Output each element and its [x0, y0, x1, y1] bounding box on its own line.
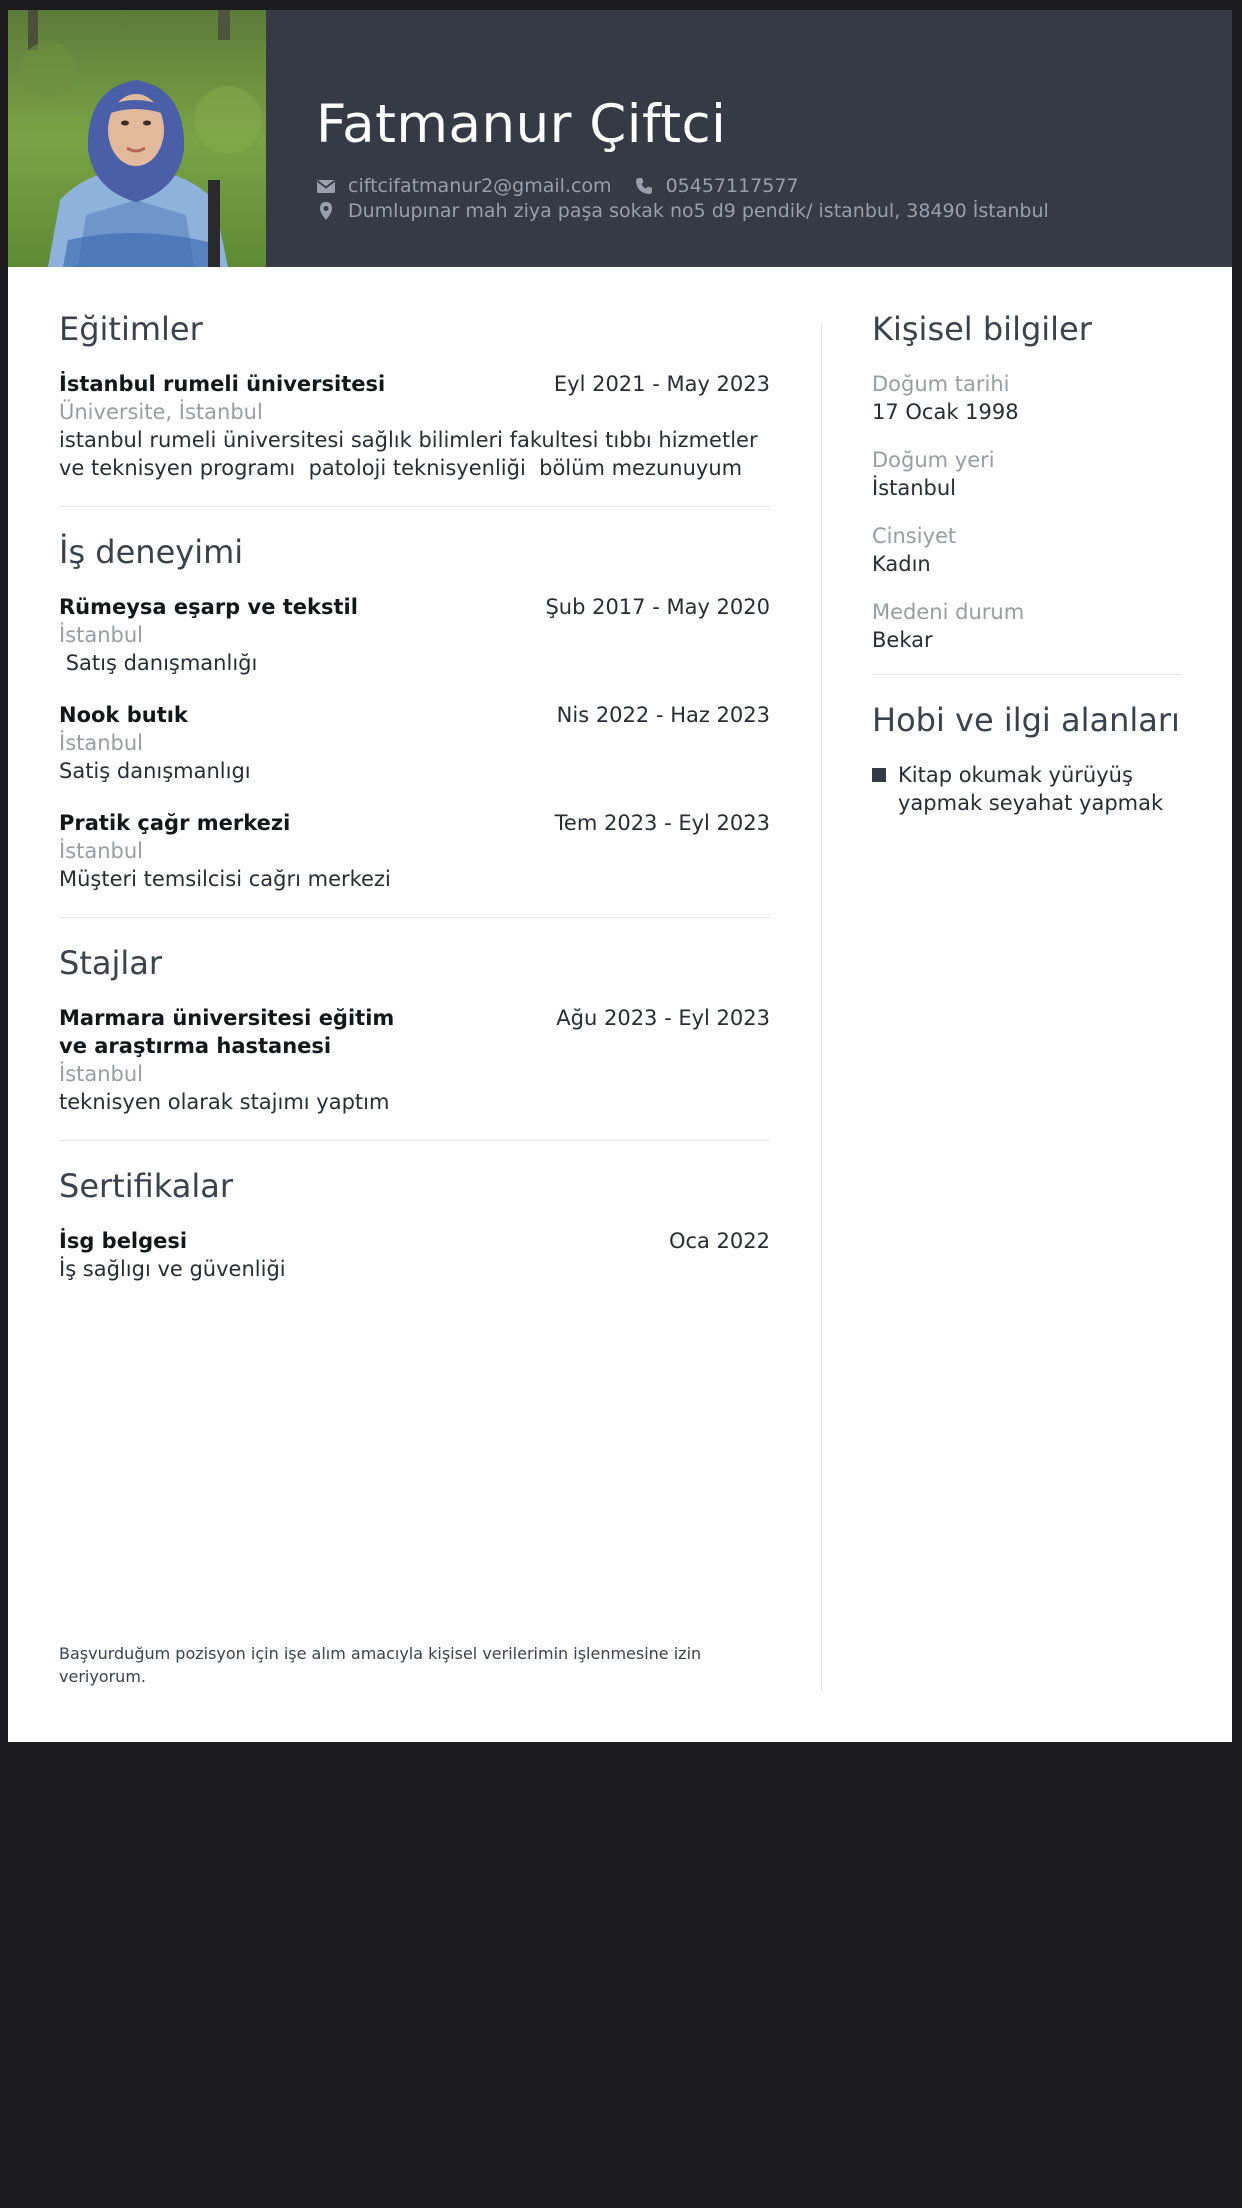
- entry-title: Marmara üniversitesi eğitim ve araştırma hastanesi: [59, 1006, 395, 1058]
- square-bullet-icon: [872, 768, 886, 782]
- section-title-experience: İş deneyimi: [59, 533, 244, 571]
- contact-phone[interactable]: 05457117577: [665, 175, 799, 197]
- entry-location: İstanbul: [59, 731, 144, 755]
- hobby-item: [872, 761, 1182, 817]
- entry-title: İstanbul rumeli üniversitesi: [59, 372, 386, 396]
- experience-entry: [59, 701, 770, 785]
- entry-location: İstanbul: [59, 839, 144, 863]
- envelope-icon: [316, 176, 336, 196]
- entry-description: Satiş danışmanlıgı: [59, 759, 251, 783]
- personal-label: Cinsiyet: [872, 524, 957, 548]
- certificates-section: [59, 1167, 770, 1283]
- entry-location: Üniversite, İstanbul: [59, 400, 263, 424]
- entry-location: İstanbul: [59, 1062, 144, 1086]
- candidate-name: Fatmanur Çiftci: [316, 94, 727, 155]
- contact-row-1: [316, 175, 799, 197]
- personal-label: Doğum tarihi: [872, 372, 1010, 396]
- entry-title: Pratik çağr merkezi: [59, 811, 291, 835]
- internships-section: [59, 944, 770, 1141]
- experience-section: [59, 533, 770, 918]
- entry-title: Rümeysa eşarp ve tekstil: [59, 595, 358, 619]
- entry-title: İsg belgesi: [59, 1229, 188, 1253]
- entry-description: İş sağlıgı ve güvenliği: [59, 1257, 286, 1281]
- personal-item: [872, 598, 1182, 654]
- entry-location: İstanbul: [59, 623, 144, 647]
- consent-note: Başvurduğum pozisyon için işe alım amacıyla kişisel verilerimin işlenmesine izin veriyorum.: [59, 1644, 702, 1686]
- side-column: [872, 310, 1182, 817]
- contact-row-2: [316, 200, 1049, 222]
- entry-date: Tem 2023 - Eyl 2023: [554, 811, 770, 835]
- entry-date: Şub 2017 - May 2020: [545, 595, 770, 619]
- entry-date: Nis 2022 - Haz 2023: [556, 703, 770, 727]
- personal-section: [872, 310, 1182, 675]
- section-divider: [59, 917, 770, 918]
- resume-page: [8, 10, 1232, 1742]
- personal-value: 17 Ocak 1998: [872, 400, 1019, 424]
- profile-photo: [8, 10, 266, 267]
- internship-entry: [59, 1004, 770, 1116]
- entry-date: Oca 2022: [668, 1229, 770, 1253]
- personal-item: [872, 522, 1182, 578]
- personal-value: Kadın: [872, 552, 931, 576]
- entry-title: Nook butık: [59, 703, 188, 727]
- phone-icon: [634, 176, 654, 196]
- entry-date: Ağu 2023 - Eyl 2023: [556, 1006, 770, 1030]
- entry-description: istanbul rumeli üniversitesi sağlık bilimleri fakultesi tıbbı hizmetler ve teknisyen programı patoloji teknisyenliği bölüm mezunuyum: [59, 428, 765, 480]
- section-divider: [59, 506, 770, 507]
- entry-description: Satış danışmanlığı: [59, 651, 258, 675]
- education-section: [59, 310, 770, 507]
- experience-entry: [59, 809, 770, 893]
- map-pin-icon: [316, 201, 336, 221]
- experience-entry: [59, 593, 770, 677]
- contact-email[interactable]: ciftcifatmanur2@gmail.com: [348, 175, 612, 197]
- contact-address: Dumlupınar mah ziya paşa sokak no5 d9 pendik/ istanbul, 38490 İstanbul: [348, 200, 1049, 222]
- section-divider: [59, 1140, 770, 1141]
- personal-item: [872, 446, 1182, 502]
- hobby-text: Kitap okumak yürüyüş yapmak seyahat yapmak: [898, 763, 1164, 815]
- certificate-entry: [59, 1227, 770, 1283]
- resume-header: [8, 10, 1232, 267]
- section-title-hobbies: Hobi ve ilgi alanları: [872, 701, 1180, 739]
- personal-label: Doğum yeri: [872, 448, 995, 472]
- section-title-internships: Stajlar: [59, 944, 163, 982]
- section-divider: [872, 674, 1182, 675]
- entry-description: teknisyen olarak stajımı yaptım: [59, 1090, 390, 1114]
- entry-description: Müşteri temsilcisi cağrı merkezi: [59, 867, 391, 891]
- education-entry: [59, 370, 770, 482]
- section-title-education: Eğitimler: [59, 310, 203, 348]
- personal-value: Bekar: [872, 628, 933, 652]
- entry-date: Eyl 2021 - May 2023: [553, 372, 770, 396]
- section-title-personal: Kişisel bilgiler: [872, 310, 1092, 348]
- personal-item: [872, 370, 1182, 426]
- section-title-certificates: Sertifikalar: [59, 1167, 233, 1205]
- main-column: [59, 310, 770, 1307]
- personal-value: İstanbul: [872, 476, 957, 500]
- column-divider: [821, 322, 822, 1690]
- hobbies-section: [872, 701, 1182, 817]
- personal-label: Medeni durum: [872, 600, 1025, 624]
